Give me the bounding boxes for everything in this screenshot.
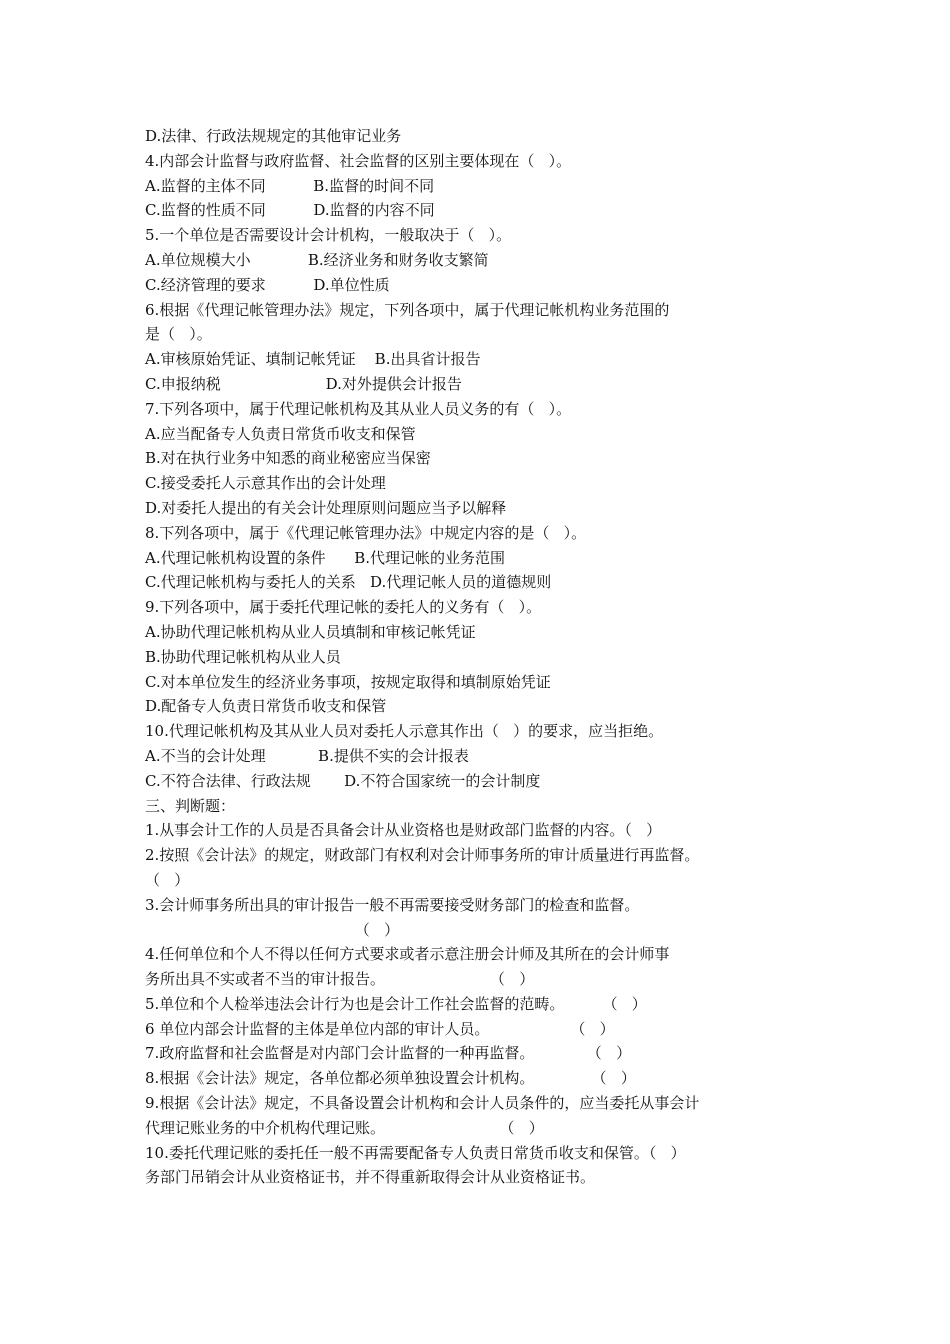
option-line: D.对委托人提出的有关会计处理原则问题应当予以解释 (145, 498, 507, 517)
option-line: A.单位规模大小 B.经济业务和财务收支繁简 (145, 250, 489, 269)
option-line: C.经济管理的要求 D.单位性质 (145, 275, 390, 294)
option-line: A.监督的主体不同 B.监督的时间不同 (145, 176, 435, 195)
question-5: 5.一个单位是否需要设计会计机构，一般取决于（ ）。 (145, 226, 512, 245)
question-6-continued: 是（ ）。 (145, 325, 212, 344)
document-body (145, 124, 785, 1190)
judgment-2-bracket: （ ） (145, 870, 190, 889)
option-line: A.应当配备专人负责日常货币收支和保管 (145, 424, 416, 443)
question-4: 4.内部会计监督与政府监督、社会监督的区别主要体现在（ ）。 (145, 151, 572, 170)
judgment-5: 5.单位和个人检举违法会计行为也是会计工作社会监督的范畴。 （ ） (145, 994, 647, 1013)
judgment-9: 9.根据《会计法》规定，不具备设置会计机构和会计人员条件的，应当委托从事会计 (145, 1094, 700, 1113)
judgment-10: 10.委托代理记账的委托任一般不再需要配备专人负责日常货币收支和保管。（ ） (145, 1143, 686, 1162)
judgment-3: 3.会计师事务所出具的审计报告一般不再需要接受财务部门的检查和监督。 (145, 895, 640, 914)
judgment-3-bracket: （ ） (145, 920, 400, 939)
text-line: 务部门吊销会计从业资格证书，并不得重新取得会计从业资格证书。 (145, 1168, 596, 1187)
question-6: 6.根据《代理记帐管理办法》规定，下列各项中，属于代理记帐机构业务范围的 (145, 300, 670, 319)
option-line: C.不符合法律、行政法规 D.不符合国家统一的会计制度 (145, 771, 541, 790)
section-heading: 三、判断题： (145, 796, 236, 815)
option-line: C.申报纳税 D.对外提供会计报告 (145, 374, 462, 393)
question-7: 7.下列各项中，属于代理记帐机构及其从业人员义务的有（ ）。 (145, 399, 572, 418)
question-9: 9.下列各项中，属于委托代理记帐的委托人的义务有（ ）。 (145, 598, 542, 617)
judgment-6: 6 单位内部会计监督的主体是单位内部的审计人员。 （ ） (145, 1019, 615, 1038)
option-line: A.协助代理记帐机构从业人员填制和审核记帐凭证 (145, 622, 476, 641)
option-line: C.代理记帐机构与委托人的关系 D.代理记帐人员的道德规则 (145, 573, 552, 592)
option-line: B.对在执行业务中知悉的商业秘密应当保密 (145, 449, 431, 468)
judgment-9-continued: 代理记账业务的中介机构代理记账。 （ ） (145, 1118, 544, 1137)
option-line: C.对本单位发生的经济业务事项，按规定取得和填制原始凭证 (145, 672, 551, 691)
question-8: 8.下列各项中，属于《代理记帐管理办法》中规定内容的是（ ）。 (145, 523, 587, 542)
option-line: A.审核原始凭证、填制记帐凭证 B.出具省计报告 (145, 350, 481, 369)
option-line: A.不当的会计处理 B.提供不实的会计报表 (145, 746, 469, 765)
judgment-7: 7.政府监督和社会监督是对内部门会计监督的一种再监督。 （ ） (145, 1044, 632, 1063)
judgment-4: 4.任何单位和个人不得以任何方式要求或者示意注册会计师及其所在的会计师事 (145, 945, 670, 964)
text-line: D.法律、行政法规规定的其他审记业务 (145, 127, 402, 145)
question-10: 10.代理记帐机构及其从业人员对委托人示意其作出（ ）的要求，应当拒绝。 (145, 722, 664, 741)
option-line: B.协助代理记帐机构从业人员 (145, 647, 341, 666)
judgment-1: 1.从事会计工作的人员是否具备会计从业资格也是财政部门监督的内容。（ ） (145, 821, 662, 840)
judgment-4-continued: 务所出具不实或者不当的审计报告。 （ ） (145, 970, 535, 989)
option-line: C.接受委托人示意其作出的会计处理 (145, 474, 386, 493)
judgment-8: 8.根据《会计法》规定，各单位都必须单独设置会计机构。 （ ） (145, 1069, 636, 1088)
option-line: C.监督的性质不同 D.监督的内容不同 (145, 201, 435, 220)
option-line: D.配备专人负责日常货币收支和保管 (145, 697, 387, 716)
judgment-2: 2.按照《会计法》的规定，财政部门有权利对会计师事务所的审计质量进行再监督。 (145, 846, 700, 865)
option-line: A.代理记帐机构设置的条件 B.代理记帐的业务范围 (145, 548, 506, 567)
